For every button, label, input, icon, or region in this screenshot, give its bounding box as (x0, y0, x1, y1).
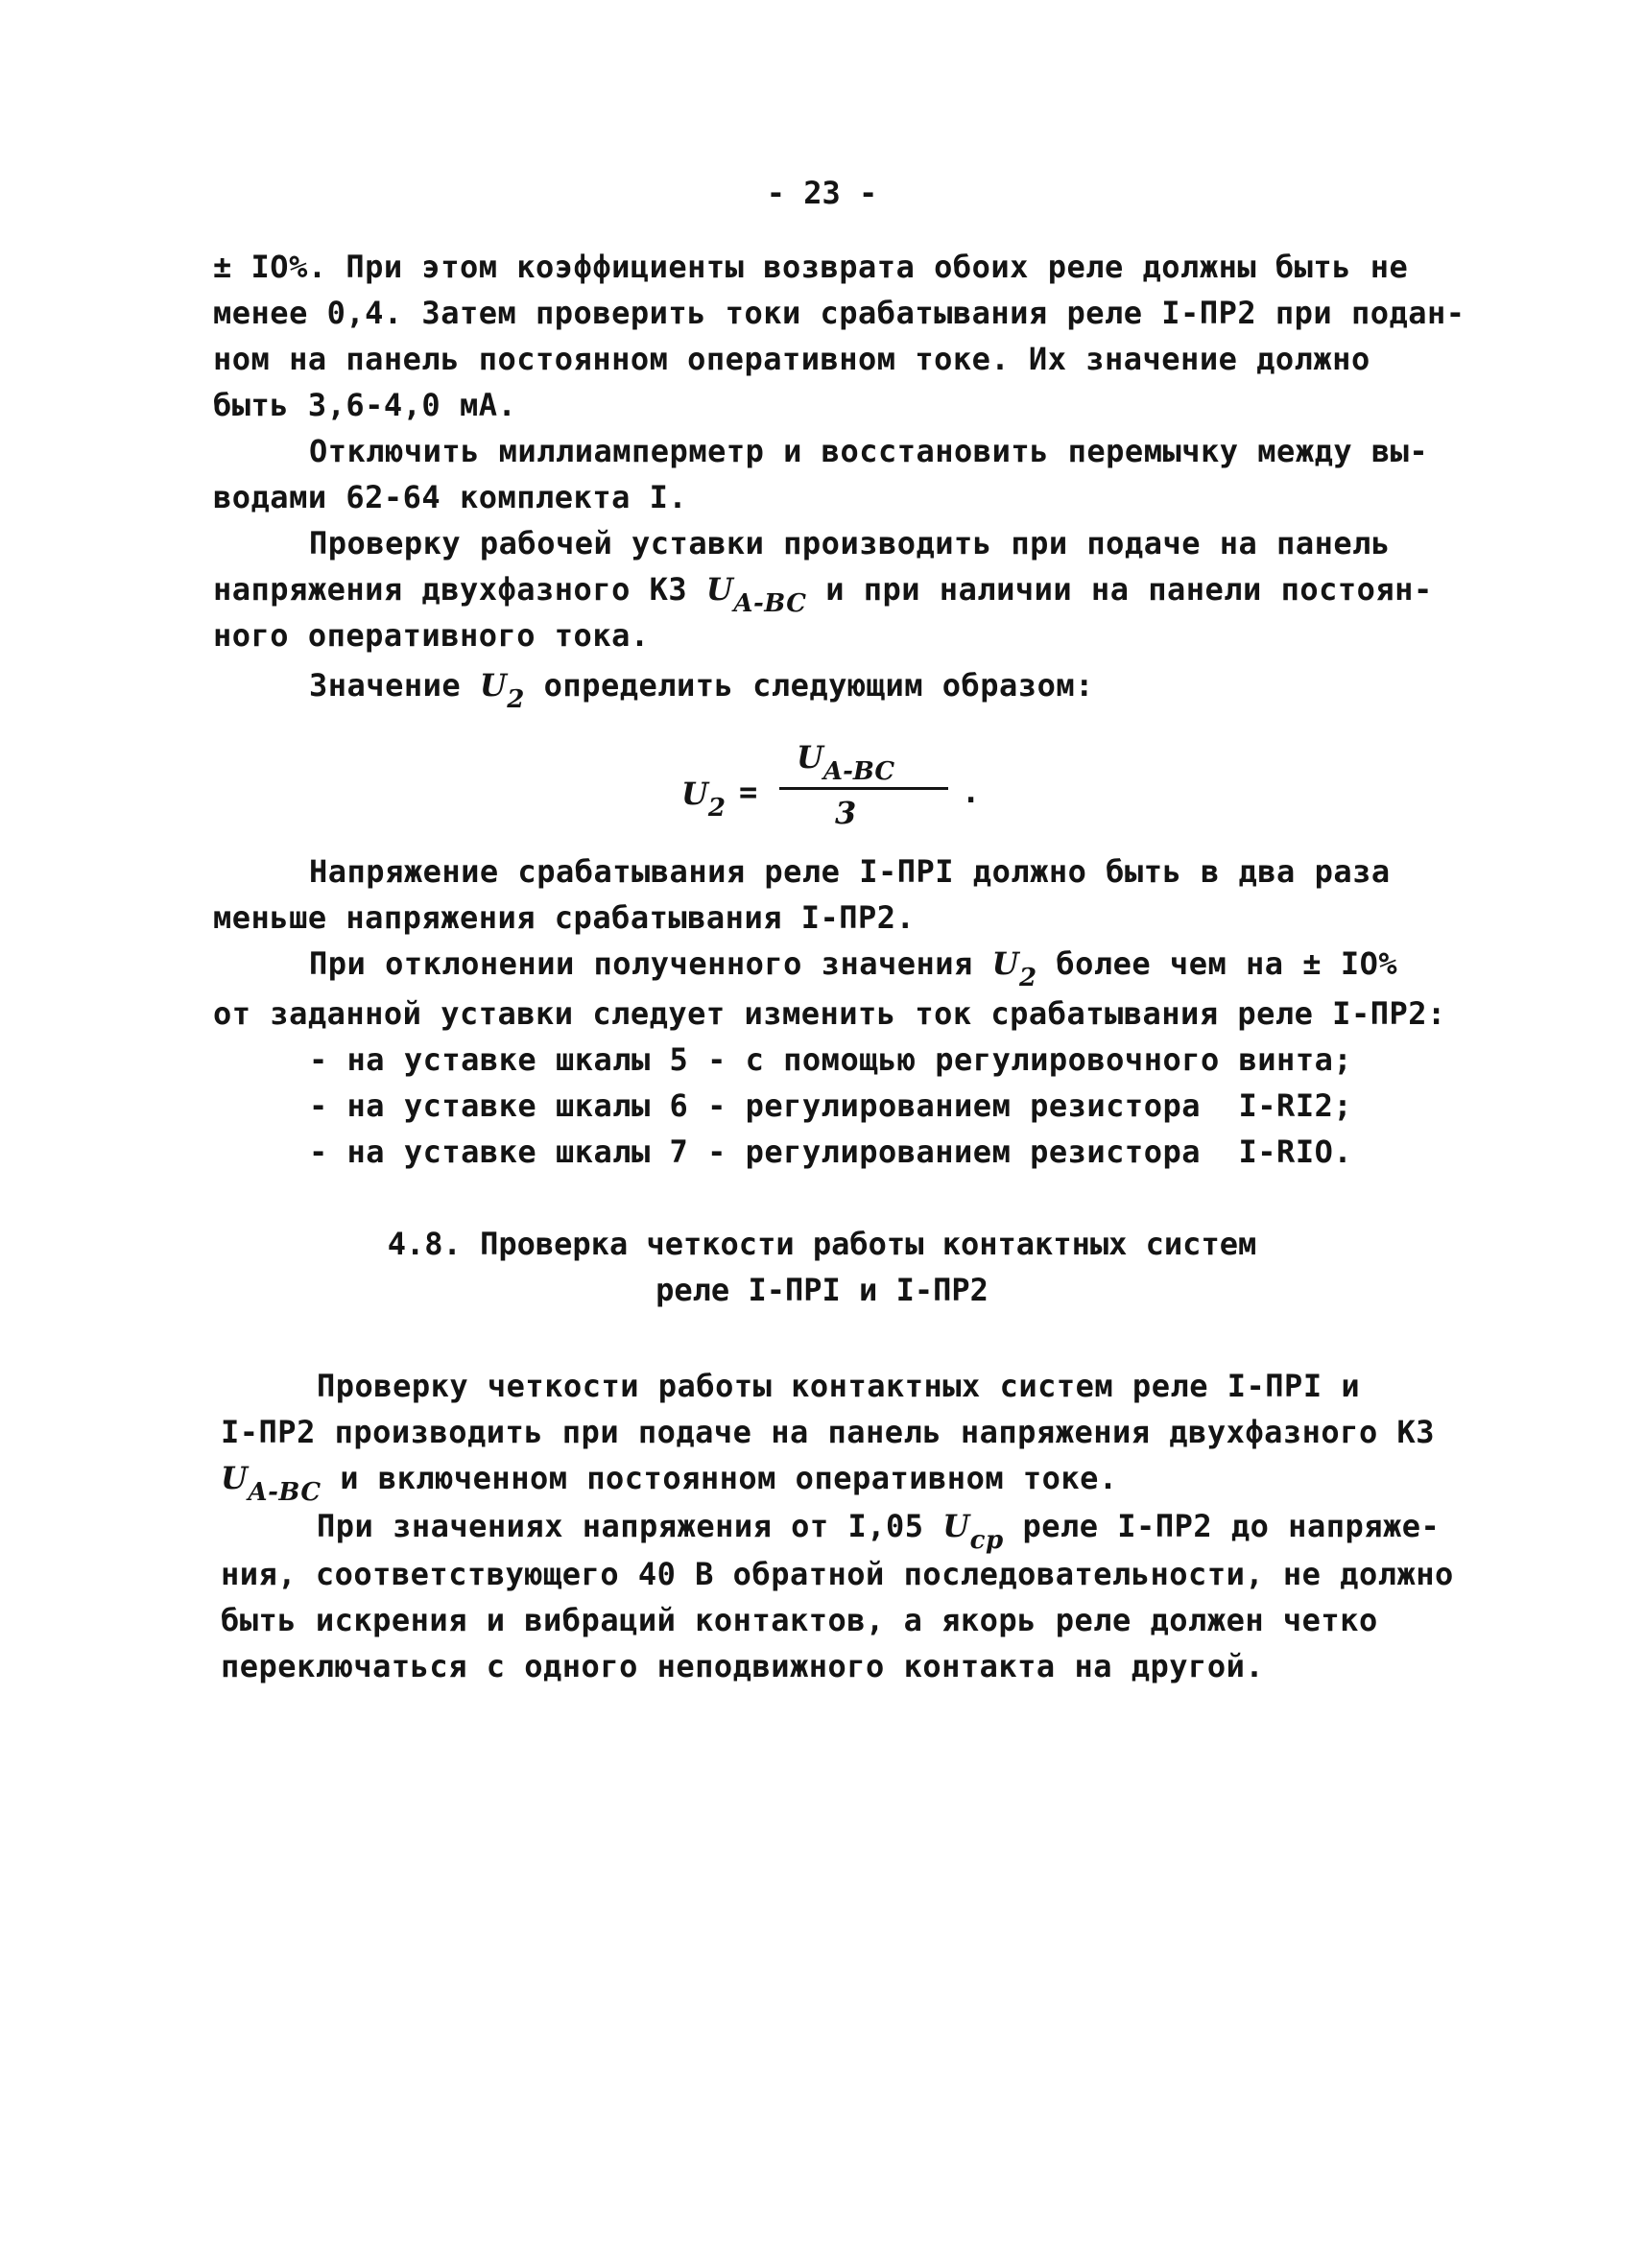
page-number: - 23 - (766, 175, 878, 211)
list-item: - на уставке шкалы 6 - регулированием резистора I-RI2; (309, 1087, 1353, 1124)
list-item: - на уставке шкалы 5 - с помощью регулировочного винта; (309, 1041, 1353, 1078)
math-variable: U (942, 1508, 970, 1544)
text-line: ния, соответствующего 40 В обратной последовательности, не должно (221, 1556, 1454, 1592)
text-line: Проверку рабочей уставки производить при подаче на панель (309, 525, 1391, 561)
text-line: переключаться с одного неподвижного контакта на другой. (221, 1648, 1265, 1684)
text-line: Отключить миллиамперметр и восстановить перемычку между вы- (309, 433, 1429, 469)
text-line: I-ПР2 производить при подаче на панель напряжения двухфазного КЗ (221, 1414, 1435, 1450)
fraction-bar (779, 787, 948, 790)
text-line: меньше напряжения срабатывания I-ПР2. (213, 899, 916, 936)
list-item: - на уставке шкалы 7 - регулированием резистора I-RIO. (309, 1134, 1353, 1170)
section-heading: 4.8. Проверка четкости работы контактных систем (387, 1226, 1257, 1262)
text-line: $U_{A-BC}$ и включенном постоянном оперативном токе. (221, 1460, 1118, 1507)
text-line: водами 62-64 комплекта I. (213, 479, 688, 515)
formula-denominator: 3 (835, 795, 857, 831)
formula-numerator: $U_{A-BC}$ (797, 739, 895, 786)
math-subscript: 2 (1018, 964, 1037, 992)
formula-period: . (962, 774, 981, 810)
text-line: При отклонении полученного значения $U_2$ более чем на ± IO% (309, 945, 1398, 992)
math-variable: U (479, 667, 508, 704)
text-line: быть 3,6-4,0 мА. (213, 387, 517, 423)
math-subscript: A-BC (733, 589, 807, 618)
math-variable: U (991, 945, 1019, 982)
math-subscript: ср (969, 1526, 1004, 1555)
text-line: ном на панель постоянном оперативном токе. Их значение должно (213, 341, 1370, 377)
formula (681, 739, 989, 845)
section-heading: реле I-ПРI и I-ПР2 (655, 1272, 989, 1308)
text-line: от заданной уставки следует изменить ток срабатывания реле I-ПР2: (213, 995, 1446, 1032)
text-line: При значениях напряжения от I,05 $U_{ср}$ реле I-ПР2 до напряже- (317, 1508, 1441, 1555)
text-line: Напряжение срабатывания реле I-ПРI должно быть в два раза (309, 853, 1391, 890)
math-variable: U (705, 571, 734, 608)
text-line: ± IO%. При этом коэффициенты возврата обоих реле должны быть не (213, 249, 1409, 285)
text-line: напряжения двухфазного КЗ $U_{A-BC}$ и при наличии на панели постоян- (213, 571, 1433, 618)
text-line: менее 0,4. Затем проверить токи срабатывания реле I-ПР2 при подан- (213, 295, 1465, 331)
formula-lhs: $U_2$ (681, 776, 726, 823)
math-variable: U (221, 1460, 249, 1496)
formula-equals: = (739, 774, 758, 810)
text-line: быть искрения и вибраций контактов, а якорь реле должен четко (221, 1602, 1378, 1638)
text-line: ного оперативного тока. (213, 617, 650, 654)
math-subscript: 2 (507, 685, 525, 714)
text-line: Проверку четкости работы контактных систем реле I-ПРI и (317, 1368, 1361, 1404)
math-subscript: A-BC (248, 1478, 322, 1507)
text-line: Значение $U_2$ определить следующим образом: (309, 667, 1094, 714)
